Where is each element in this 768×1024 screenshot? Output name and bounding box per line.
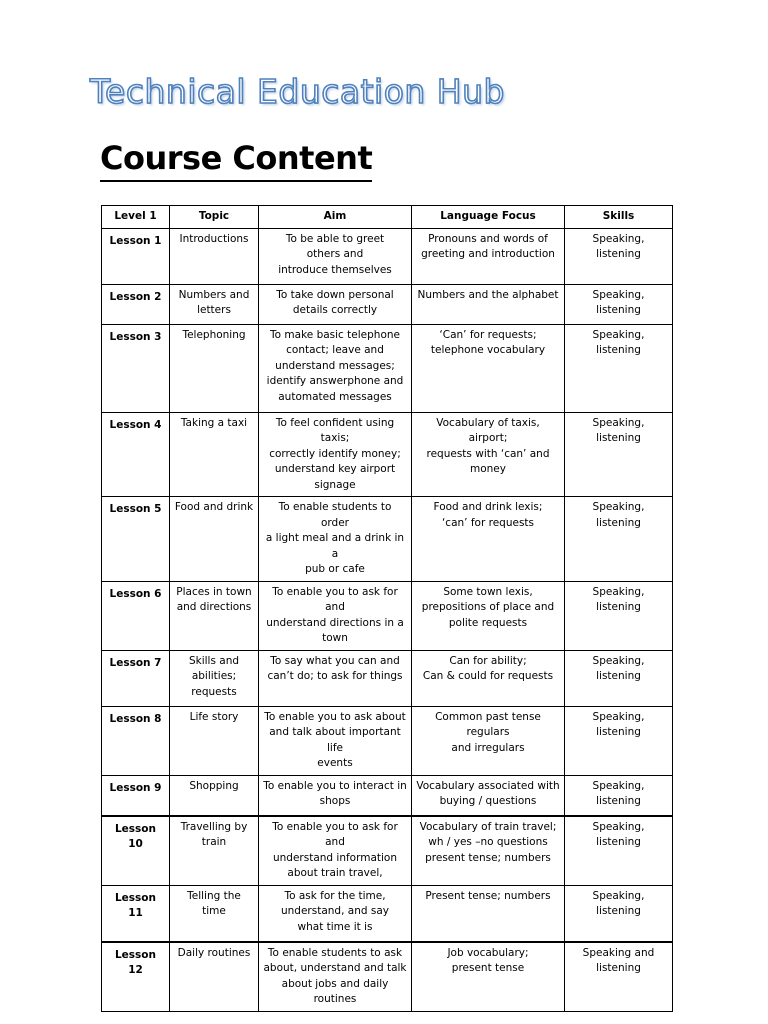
aim-cell-line: about train travel, [287,867,383,879]
aim-cell-line: understand, and say [281,905,389,917]
skills-cell [565,775,673,816]
aim-cell [259,284,412,324]
skills-cell-line: Speaking, listening [592,820,645,848]
topic-cell-line: train [201,836,227,848]
brand-title: Technical Education Hub [90,72,505,111]
skills-cell-line: Speaking, listening [592,779,645,807]
table-row [102,885,673,942]
aim-cell-line: understand directions in a [266,616,404,629]
topic-cell-line: abilities; [191,670,237,682]
language-focus-cell [412,885,565,942]
aim-cell-line: can’t do; to ask for things [267,670,403,682]
aim-cell-line: a light meal and a drink in a [265,532,405,560]
aim-cell-line: shops [319,795,351,807]
topic-cell-line: Telephoning [182,328,246,341]
aim-cell-line: about jobs and daily routines [281,977,389,1005]
aim-cell-line: To enable students to order [278,501,392,529]
aim-cell-line: understand key airport [274,463,396,475]
language-focus-cell [412,816,565,886]
language-focus-cell [412,228,565,284]
aim-cell [259,324,412,412]
skills-cell [565,706,673,775]
language-focus-cell-line: Numbers and the alphabet [417,288,559,301]
aim-cell-line: To enable you to ask about [264,710,406,723]
language-focus-cell-line: Present tense; numbers [425,889,551,902]
lesson-cell: Lesson 9 [102,775,170,816]
page-title: Course Content [100,138,372,182]
skills-cell-line: Speaking, listening [592,288,645,316]
skills-cell [565,650,673,706]
skills-cell [565,581,673,650]
table-row [102,412,673,497]
lesson-cell: Lesson 12 [102,942,170,1012]
skills-cell [565,942,673,1012]
table-row [102,775,673,816]
skills-cell [565,885,673,942]
table-row [102,497,673,582]
topic-cell-line: Travelling by [180,820,248,833]
table-row [102,706,673,775]
language-focus-cell-line: Vocabulary of train travel; [419,820,557,833]
table-row [102,284,673,324]
table-row [102,581,673,650]
skills-cell [565,816,673,886]
topic-cell [170,650,259,706]
skills-cell-line: Speaking, listening [592,710,645,738]
topic-cell-line: Food and drink [174,501,254,513]
topic-cell [170,228,259,284]
column-header-aim: Aim [259,206,412,229]
table-row [102,324,673,412]
skills-cell-line: Speaking and [582,946,655,959]
language-focus-cell [412,284,565,324]
aim-cell [259,816,412,886]
skills-cell [565,497,673,582]
language-focus-cell [412,775,565,816]
aim-cell-line: events [317,757,353,769]
topic-cell-line: requests [191,685,237,698]
aim-cell-line: understand messages; [275,359,395,372]
language-focus-cell [412,412,565,497]
language-focus-cell-line: prepositions of place and [421,601,555,613]
language-focus-cell [412,497,565,582]
language-focus-cell [412,706,565,775]
aim-cell-line: To enable you to ask for and [272,820,398,848]
lesson-cell: Lesson 4 [102,412,170,497]
language-focus-cell-line: buying / questions [439,795,537,807]
lesson-cell: Lesson 6 [102,581,170,650]
skills-cell [565,412,673,497]
lesson-cell: Lesson 11 [102,885,170,942]
language-focus-cell-line: requests with ‘can’ and [426,447,550,460]
column-header-skills: Skills [565,206,673,229]
language-focus-cell-line: Common past tense regulars [435,710,541,738]
aim-cell-line: correctly identify money; [269,447,401,460]
topic-cell [170,885,259,942]
aim-cell-line: others and [306,248,364,260]
topic-cell [170,942,259,1012]
language-focus-cell-line: present tense [451,962,525,974]
lesson-cell: Lesson 10 [102,816,170,886]
aim-cell-line: about, understand and talk [263,962,407,974]
lesson-cell: Lesson 8 [102,706,170,775]
table-row [102,942,673,1012]
language-focus-cell-line: Pronouns and words of [428,232,548,245]
language-focus-cell [412,942,565,1012]
language-focus-cell-line: wh / yes –no questions [428,836,548,848]
table-row [102,650,673,706]
language-focus-cell [412,581,565,650]
column-header-level: Level 1 [102,206,170,229]
aim-cell-line: To enable you to ask for and [272,585,398,613]
aim-cell-line: automated messages [278,390,392,403]
topic-cell-line: Life story [189,710,239,723]
language-focus-cell-line: Some town lexis, [443,585,533,598]
column-header-topic: Topic [170,206,259,229]
skills-cell-line: Speaking, listening [592,232,645,260]
lesson-cell: Lesson 3 [102,324,170,412]
topic-cell [170,706,259,775]
topic-cell-line: Shopping [189,779,239,792]
aim-cell-line: To enable you to interact in [263,779,407,792]
topic-cell [170,816,259,886]
skills-cell [565,324,673,412]
language-focus-cell-line: present tense; numbers [425,851,551,864]
table-row [102,816,673,886]
topic-cell [170,324,259,412]
aim-cell-line: and talk about important life [269,726,401,754]
language-focus-cell [412,650,565,706]
aim-cell-line: introduce themselves [278,263,392,276]
table-row [102,228,673,284]
language-focus-cell-line: money [470,463,506,475]
topic-cell [170,412,259,497]
lesson-cell: Lesson 7 [102,650,170,706]
aim-cell [259,497,412,582]
aim-cell-line: identify answerphone and [266,375,404,387]
skills-cell-line: Speaking, listening [592,501,645,529]
topic-cell-line: and directions [176,601,252,613]
course-content-table [101,205,673,1012]
language-focus-cell-line: and irregulars [451,741,525,754]
skills-cell-line: Speaking, listening [592,889,645,917]
lesson-cell: Lesson 2 [102,284,170,324]
language-focus-cell-line: Can for ability; [449,654,527,667]
language-focus-cell-line: ‘Can’ for requests; [439,328,537,341]
aim-cell-line: To enable students to ask [267,946,403,959]
topic-cell-line: Introductions [179,232,249,245]
language-focus-cell-line: polite requests [448,616,528,629]
aim-cell [259,942,412,1012]
aim-cell-line: what time it is [297,920,373,933]
aim-cell [259,775,412,816]
topic-cell [170,284,259,324]
aim-cell-line: signage [314,478,356,491]
aim-cell [259,650,412,706]
skills-cell-line: Speaking, listening [592,416,645,444]
table-header-row [102,206,673,229]
language-focus-cell-line: Vocabulary associated with [416,779,560,792]
aim-cell-line: To be able to greet [285,232,385,245]
topic-cell-line: Taking a taxi [180,416,248,429]
skills-cell-line: Speaking, listening [592,654,645,682]
topic-cell-line: letters [197,304,231,316]
aim-cell-line: details correctly [292,304,378,316]
language-focus-cell-line: Vocabulary of taxis, airport; [436,416,540,444]
aim-cell-line: contact; leave and [286,344,384,356]
language-focus-cell-line: Job vocabulary; [447,946,529,959]
aim-cell [259,706,412,775]
topic-cell-line: Telling the time [187,889,241,917]
lesson-cell: Lesson 1 [102,228,170,284]
aim-cell-line: To say what you can and [270,654,400,667]
skills-cell-line: listening [596,962,641,974]
skills-cell-line: Speaking, listening [592,328,645,356]
aim-cell-line: town [322,632,348,644]
aim-cell [259,581,412,650]
lesson-cell: Lesson 5 [102,497,170,582]
language-focus-cell-line: greeting and introduction [421,248,555,260]
skills-cell [565,228,673,284]
language-focus-cell-line: telephone vocabulary [430,344,546,356]
language-focus-cell-line: Can & could for requests [422,670,554,682]
aim-cell [259,412,412,497]
aim-cell-line: pub or cafe [305,563,365,575]
aim-cell-line: To ask for the time, [284,889,386,902]
topic-cell-line: Numbers and [178,288,250,301]
aim-cell [259,885,412,942]
topic-cell [170,775,259,816]
aim-cell-line: understand information [272,851,398,864]
topic-cell [170,581,259,650]
table-body [102,228,673,1011]
skills-cell [565,284,673,324]
aim-cell-line: To feel confident using taxis; [275,416,395,444]
topic-cell-line: Daily routines [177,946,251,959]
language-focus-cell-line: ‘can’ for requests [441,516,535,529]
skills-cell-line: Speaking, listening [592,585,645,613]
aim-cell [259,228,412,284]
topic-cell-line: Places in town [176,585,252,598]
language-focus-cell [412,324,565,412]
aim-cell-line: To make basic telephone [270,328,400,341]
language-focus-cell-line: Food and drink lexis; [433,501,543,513]
topic-cell [170,497,259,582]
topic-cell-line: Skills and [188,654,240,667]
column-header-language-focus: Language Focus [412,206,565,229]
aim-cell-line: To take down personal [276,288,394,301]
